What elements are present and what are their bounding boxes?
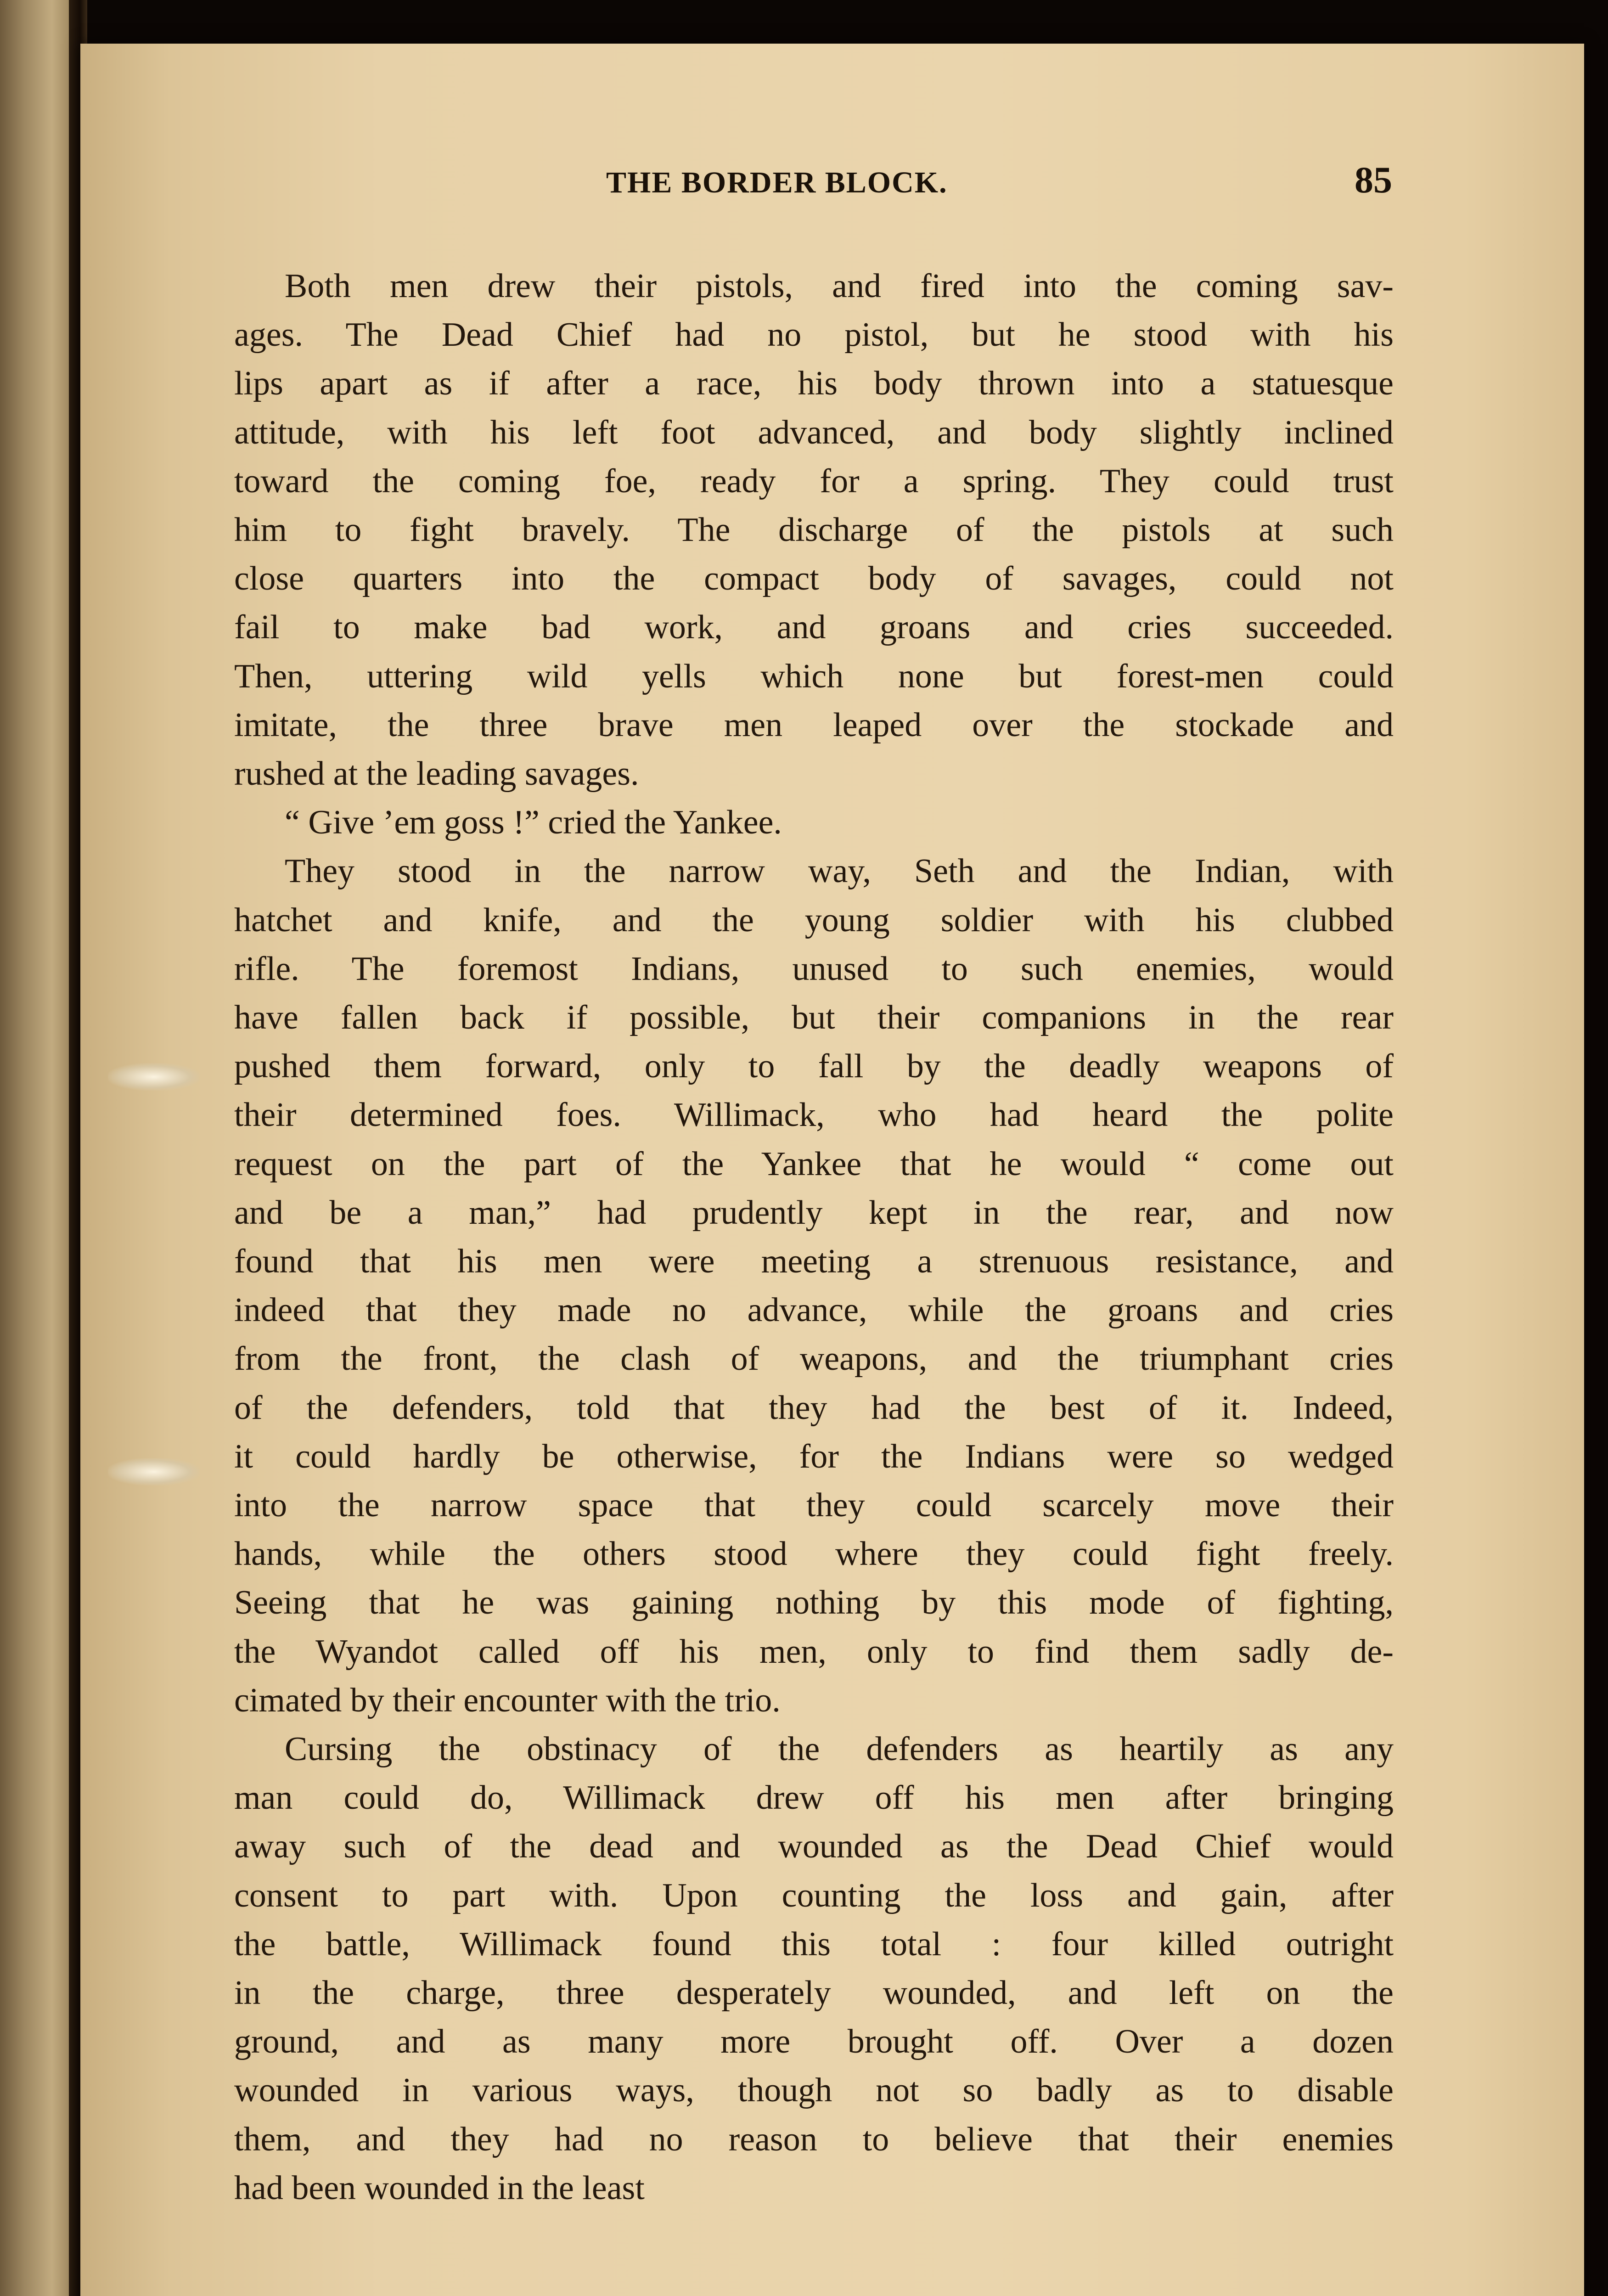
text-line: pushed them forward, only to fall by the deadly weapons of	[234, 1047, 1394, 1085]
facing-page-edge	[0, 0, 69, 2296]
binding-stitch	[108, 1063, 200, 1091]
text-line: found that his men were meeting a strenuous resistance, and	[234, 1243, 1394, 1280]
text-line: Cursing the obstinacy of the defenders as heartily as any	[285, 1730, 1394, 1768]
text-line: ground, and as many more brought off. Over a dozen	[234, 2023, 1394, 2060]
text-line: indeed that they made no advance, while the groans and cries	[234, 1291, 1394, 1329]
text-line: him to fight bravely. The discharge of the pistols at such	[234, 511, 1394, 549]
text-line: the battle, Willimack found this total : four killed outright	[234, 1925, 1394, 1963]
text-line: had been wounded in the least	[234, 2169, 645, 2207]
text-line: hands, while the others stood where they could fight freely.	[234, 1535, 1394, 1573]
text-line: man could do, Willimack drew off his men after bringing	[234, 1779, 1394, 1817]
binding-stitch	[108, 1458, 200, 1486]
text-line: imitate, the three brave men leaped over the stockade and	[234, 706, 1394, 744]
text-line: in the charge, three desperately wounded, and left on the	[234, 1974, 1394, 2012]
text-line: Both men drew their pistols, and fired into the coming sav-	[285, 267, 1394, 305]
text-line: the Wyandot called off his men, only to find them sadly de-	[234, 1633, 1394, 1671]
running-head: THE BORDER BLOCK.	[606, 166, 948, 199]
text-line: hatchet and knife, and the young soldier with his clubbed	[234, 901, 1394, 939]
page-number: 85	[1355, 159, 1392, 201]
text-line: attitude, with his left foot advanced, and body slightly inclined	[234, 414, 1394, 451]
text-line: it could hardly be otherwise, for the Indians were so wedged	[234, 1438, 1394, 1475]
text-line: rushed at the leading savages.	[234, 755, 639, 793]
text-line: of the defenders, told that they had the best of it. Indeed,	[234, 1389, 1394, 1427]
text-line: them, and they had no reason to believe that their enemies	[234, 2121, 1394, 2158]
text-line: their determined foes. Willimack, who had heard the polite	[234, 1096, 1394, 1134]
text-line: Then, uttering wild yells which none but forest-men could	[234, 658, 1394, 695]
text-line: They stood in the narrow way, Seth and the Indian, with	[285, 852, 1394, 890]
text-line: close quarters into the compact body of savages, could not	[234, 560, 1394, 597]
text-line: into the narrow space that they could scarcely move their	[234, 1486, 1394, 1524]
text-line: ages. The Dead Chief had no pistol, but he stood with his	[234, 316, 1394, 354]
text-line: from the front, the clash of weapons, and the triumphant cries	[234, 1340, 1394, 1378]
text-line: rifle. The foremost Indians, unused to such enemies, would	[234, 950, 1394, 988]
text-line: toward the coming foe, ready for a spring. They could trust	[234, 462, 1394, 500]
text-line: “ Give ’em goss !” cried the Yankee.	[285, 804, 782, 841]
text-line: lips apart as if after a race, his body thrown into a statuesque	[234, 365, 1394, 402]
text-line: request on the part of the Yankee that he would “ come out	[234, 1145, 1394, 1183]
text-line: away such of the dead and wounded as the Dead Chief would	[234, 1828, 1394, 1865]
text-line: fail to make bad work, and groans and cries succeeded.	[234, 608, 1394, 646]
text-line: cimated by their encounter with the trio.	[234, 1682, 781, 1719]
text-line: consent to part with. Upon counting the loss and gain, after	[234, 1877, 1394, 1914]
text-line: have fallen back if possible, but their companions in the rear	[234, 999, 1394, 1036]
text-line: Seeing that he was gaining nothing by this mode of fighting,	[234, 1584, 1394, 1621]
text-line: wounded in various ways, though not so badly as to disable	[234, 2071, 1394, 2109]
text-line: and be a man,” had prudently kept in the rear, and now	[234, 1194, 1394, 1232]
